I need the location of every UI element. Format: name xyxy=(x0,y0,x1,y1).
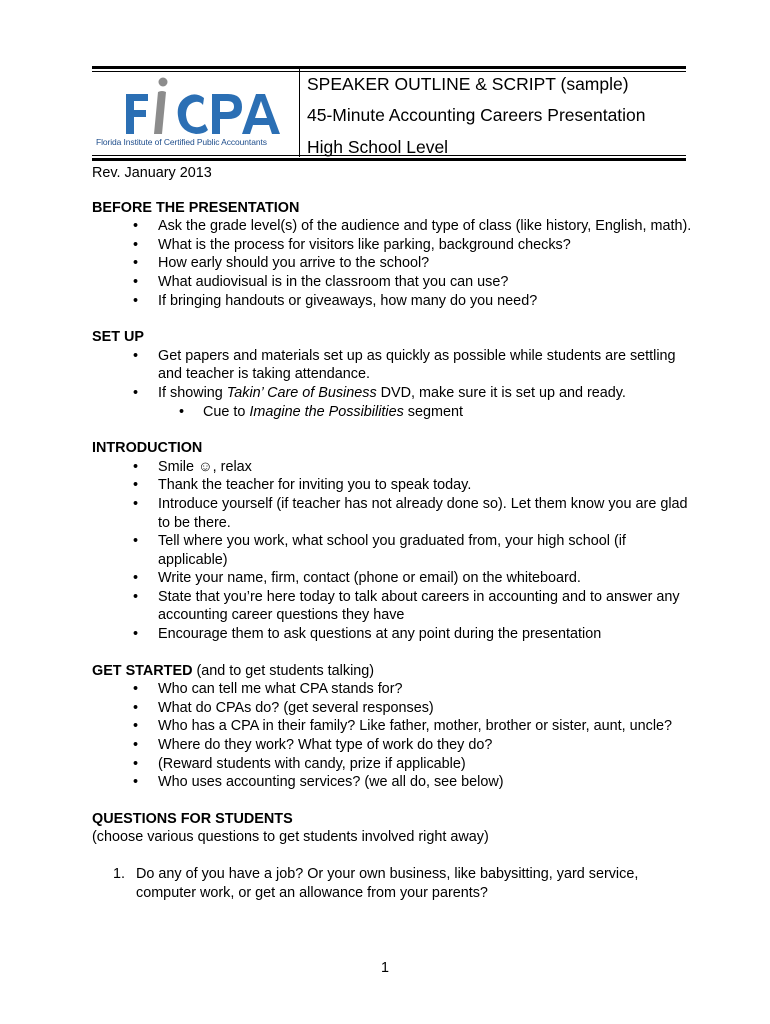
list-item: • Encourage them to ask questions at any point during the presentation xyxy=(92,625,692,644)
section-heading-row xyxy=(92,662,692,681)
revision-date: Rev. January 2013 xyxy=(92,165,212,181)
list-item: • What is the process for visitors like parking, background checks? xyxy=(92,236,692,255)
section-heading: SET UP xyxy=(92,329,144,346)
list-item: • Tell where you work, what school you graduated from, your high school (if applicable) xyxy=(92,532,692,569)
list-item: • Where do they work? What type of work do they do? xyxy=(92,736,692,755)
section-heading: GET STARTED xyxy=(92,662,193,679)
document-level: High School Level xyxy=(307,137,449,157)
list-item-text: If showing xyxy=(158,384,227,401)
list-item: • Ask the grade level(s) of the audience and type of class (like history, English, math). xyxy=(92,217,692,236)
document-subtitle: 45-Minute Accounting Careers Presentation xyxy=(307,105,646,125)
section-get-started xyxy=(92,662,692,792)
dvd-title: Takin’ Care of Business xyxy=(226,384,377,401)
header-rule-top-thin xyxy=(92,71,686,72)
section-setup xyxy=(92,328,692,421)
section-heading: QUESTIONS FOR STUDENTS xyxy=(92,810,293,827)
page-number: 1 xyxy=(380,960,389,976)
list-item: • Smile ☺, relax xyxy=(92,458,692,477)
list-item: • (Reward students with candy, prize if applicable) xyxy=(92,755,692,774)
item-number: 1. xyxy=(113,866,126,882)
section-heading: INTRODUCTION xyxy=(92,440,203,457)
list-item-text: Cue to xyxy=(203,403,250,420)
numbered-item xyxy=(92,865,692,902)
list-item: • If bringing handouts or giveaways, how many do you need? xyxy=(92,292,692,311)
list-item: • Thank the teacher for inviting you to speak today. xyxy=(92,476,692,495)
header-rule-top xyxy=(92,66,686,69)
list-item: • What do CPAs do? (get several responses) xyxy=(92,699,692,718)
header-divider xyxy=(299,69,300,157)
document-body xyxy=(92,164,692,920)
list-item: • Get papers and materials set up as quickly as possible while students are settling and teacher is taking attendance. xyxy=(92,347,692,384)
list-item: • What audiovisual is in the classroom that you can use? xyxy=(92,273,692,292)
list-item-text: DVD, make sure it is set up and ready. xyxy=(376,384,626,401)
logo-caption: Florida Institute of Certified Public Accountants xyxy=(96,137,267,147)
list-item: • Introduce yourself (if teacher has not already done so). Let them know you are glad to be there. xyxy=(92,495,692,532)
section-questions xyxy=(92,810,692,902)
segment-title: Imagine the Possibilities xyxy=(249,403,404,420)
sub-list-item xyxy=(92,403,692,422)
list-item: • Who has a CPA in their family? Like father, mother, brother or sister, aunt, uncle? xyxy=(92,717,692,736)
list-item: • State that you’re here today to talk about careers in accounting and to answer any accounting career questions they have xyxy=(92,588,692,625)
list-item-text: segment xyxy=(403,403,463,420)
section-heading-note: (and to get students talking) xyxy=(192,662,375,679)
list-item: • How early should you arrive to the school? xyxy=(92,254,692,273)
list-item: • Write your name, firm, contact (phone or email) on the whiteboard. xyxy=(92,569,692,588)
section-introduction xyxy=(92,439,692,644)
document-title: SPEAKER OUTLINE & SCRIPT (sample) xyxy=(307,74,629,94)
section-heading: BEFORE THE PRESENTATION xyxy=(92,199,300,216)
list-item: • Who can tell me what CPA stands for? xyxy=(92,680,692,699)
header-rule-bottom xyxy=(92,158,686,161)
section-before xyxy=(92,199,692,311)
section-subheading: (choose various questions to get students involved right away) xyxy=(92,829,489,846)
item-text: Do any of you have a job? Or your own business, like babysitting, yard service, computer work, or get an allowance from your parents? xyxy=(136,866,639,901)
list-item: • Who uses accounting services? (we all do, see below) xyxy=(92,773,692,792)
list-item xyxy=(92,384,692,421)
